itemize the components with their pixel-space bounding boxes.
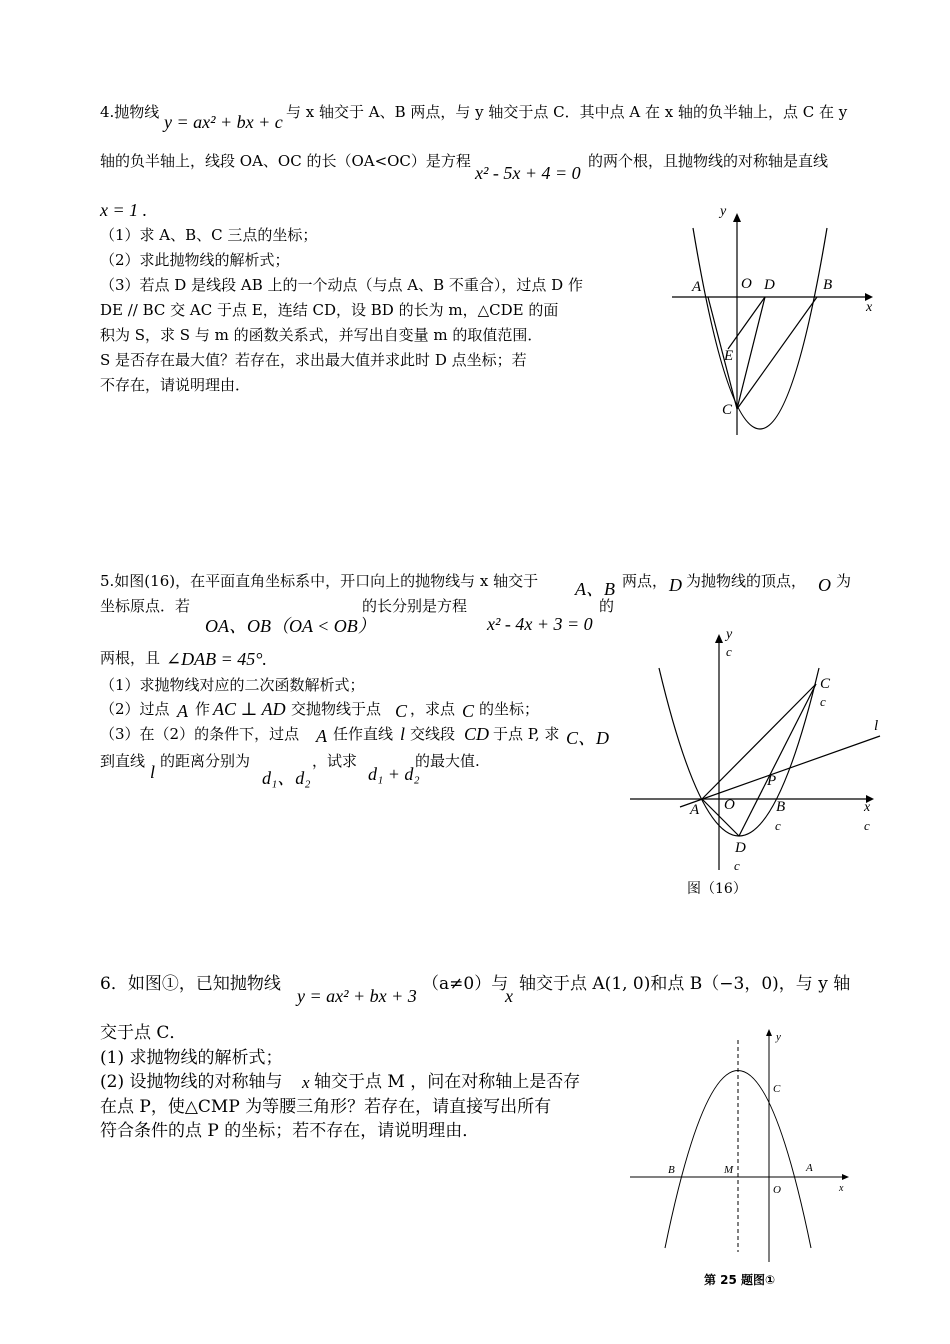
p5-line2a: 坐标原点．若 xyxy=(100,597,191,615)
p5-label-o: O xyxy=(724,797,735,813)
p5-line1d: 为 xyxy=(836,572,852,590)
p4-label-d: D xyxy=(764,277,775,293)
p5-line2c: 的 xyxy=(599,597,615,615)
p5-line1a: 5.如图(16)，在平面直角坐标系中，开口向上的抛物线与 x 轴交于 xyxy=(100,572,539,590)
p5-line3a: 两根，且 xyxy=(100,649,161,667)
p5-point-o: O xyxy=(818,575,831,595)
p5-q3c: 交线段 xyxy=(410,725,456,743)
p5-equation-roots: x² - 4x + 3 = 0 xyxy=(487,614,593,634)
p5-line-l xyxy=(680,736,880,807)
p6-q2-x: x xyxy=(302,1073,310,1092)
p6-q2b: 轴交于点 M ，问在对称轴上是否存 xyxy=(314,1072,581,1092)
p6-x-arrow xyxy=(842,1174,849,1180)
p4-stem-line2b: 的两个根，且抛物线的对称轴是直线 xyxy=(588,152,829,170)
p5-label-c: C xyxy=(820,676,831,692)
p5-y-arrow xyxy=(715,634,723,643)
p5-label-c-sub: c xyxy=(820,694,826,709)
p6-line1a: 6．如图①，已知抛物线 xyxy=(100,974,281,994)
p4-label-e: E xyxy=(724,348,734,364)
p4-question-1: （1）求 A、B、C 三点的坐标； xyxy=(100,226,318,244)
p5-q2a: （2）过点 xyxy=(100,700,170,718)
p4-segment-cd xyxy=(737,297,765,409)
p6-q2a: (2) 设抛物线的对称轴与 xyxy=(100,1072,283,1092)
p5-label-x-sub: c xyxy=(864,818,870,833)
p6-question-2-line3: 符合条件的点 P 的坐标；若不存在，请说明理由． xyxy=(100,1121,480,1141)
p5-q2d: ，求点 xyxy=(410,700,456,718)
p4-label-c: C xyxy=(722,402,733,418)
p5-label-l: l xyxy=(874,718,879,734)
p5-q2b: 作 xyxy=(195,700,211,718)
p5-q2e: 的坐标； xyxy=(479,700,540,718)
p4-label-b: B xyxy=(823,277,833,293)
p6-label-x: x xyxy=(839,1183,844,1194)
p5-points-ab: A、B xyxy=(575,579,615,599)
p5-label-b: B xyxy=(776,799,786,815)
p5-q4-distances: d₁、d₂ xyxy=(262,768,311,788)
p5-q4a: 到直线 xyxy=(100,752,146,770)
p6-label-o: O xyxy=(773,1184,781,1196)
p6-label-m: M xyxy=(724,1164,734,1176)
p4-equation-parabola: y = ax² + bx + c xyxy=(164,112,283,132)
p5-label-a: A xyxy=(690,802,700,818)
p5-q3-points-cd: C、D xyxy=(566,728,610,748)
p6-question-2-line2: 在点 P，使△CMP 为等腰三角形？若存在，请直接写出所有 xyxy=(100,1097,552,1117)
p4-equation-roots: x² - 5x + 4 = 0 xyxy=(475,163,581,183)
p6-figure xyxy=(625,1020,855,1270)
p5-line2b: 的长分别是方程 xyxy=(362,597,468,615)
p5-q4-sum: d₁ + d₂ xyxy=(368,764,420,784)
p5-angle-condition: ∠DAB = 45°. xyxy=(166,649,267,669)
p6-line1-x: x xyxy=(505,986,513,1006)
p4-segment-de xyxy=(728,297,765,349)
p5-label-d-sub: c xyxy=(734,858,740,873)
p5-line1b: 两点， xyxy=(622,572,668,590)
p4-figure xyxy=(660,195,890,445)
p6-figure-caption: 第 25 题图① xyxy=(704,1273,776,1287)
p4-question-2: （2）求此抛物线的解析式； xyxy=(100,251,290,269)
p6-label-y: y xyxy=(776,1031,781,1043)
p4-label-o: O xyxy=(741,276,752,292)
p6-line2: 交于点 C． xyxy=(100,1023,187,1043)
p5-q3-line-l: l xyxy=(400,724,406,744)
p5-label-y-sub: c xyxy=(726,644,732,659)
p6-y-arrow xyxy=(766,1029,772,1036)
p5-label-d: D xyxy=(735,840,746,856)
p5-q2-point-c1: C xyxy=(395,701,408,721)
p6-line1b: （a≠0）与 xyxy=(422,974,509,994)
p4-question-3-line1: （3）若点 D 是线段 AB 上的一个动点（与点 A、B 不重合），过点 D 作 xyxy=(100,276,583,294)
p5-label-y: y xyxy=(726,627,733,642)
p4-question-3-line2: DE // BC 交 AC 于点 E，连结 CD，设 BD 的长为 m，△CDE 的面 xyxy=(100,301,559,319)
p5-figure-caption: 图（16） xyxy=(687,881,747,897)
p4-question-3-line3: 积为 S，求 S 与 m 的函数关系式，并写出自变量 m 的取值范围． xyxy=(100,326,543,344)
p5-q4c: ，试求 xyxy=(312,752,358,770)
p6-label-a: A xyxy=(806,1162,813,1174)
p5-q2-perpendicular: AC ⊥ AD xyxy=(213,699,286,719)
p6-label-b: B xyxy=(668,1164,675,1176)
p5-q3-segment-cd: CD xyxy=(464,724,490,744)
p4-stem-part2: 与 x 轴交于 A、B 两点，与 y 轴交于点 C．其中点 A 在 x 轴的负半轴上，点 C 在 y xyxy=(286,103,848,121)
p5-point-d: D xyxy=(669,575,682,595)
p4-label-y: y xyxy=(720,204,727,219)
p5-label-b-sub: c xyxy=(775,818,781,833)
p5-q3-point-a: A xyxy=(316,726,327,746)
p5-q2-point-a: A xyxy=(177,701,188,721)
p4-label-x: x xyxy=(866,300,873,315)
p4-axis-equation: x = 1 . xyxy=(100,200,148,220)
p5-label-p: P xyxy=(767,773,777,789)
p4-stem-line2a: 轴的负半轴上，线段 OA、OC 的长（OA<OC）是方程 xyxy=(100,152,471,170)
p4-label-a: A xyxy=(692,279,702,295)
p4-segment-bc xyxy=(737,297,817,409)
p5-q2-point-c2: C xyxy=(462,701,475,721)
p4-y-arrow xyxy=(733,213,741,222)
p6-label-c: C xyxy=(773,1083,781,1095)
p6-equation: y = ax² + bx + 3 xyxy=(297,986,417,1006)
p5-equation-lengths: OA、OB（OA < OB） xyxy=(205,616,376,636)
p4-question-3-line4: S 是否存在最大值？若存在，求出最大值并求此时 D 点坐标；若 xyxy=(100,351,527,369)
p4-stem-part1: 4.抛物线 xyxy=(100,103,160,121)
p6-question-1: (1) 求抛物线的解析式； xyxy=(100,1048,283,1068)
p5-q4d: 的最大值. xyxy=(415,752,480,770)
p5-figure xyxy=(620,620,890,910)
p5-q4b: 的距离分别为 xyxy=(160,752,251,770)
p5-q3a: （3）在（2）的条件下，过点 xyxy=(100,725,300,743)
p5-parabola xyxy=(659,668,819,836)
p5-question-1: （1）求抛物线对应的二次函数解析式； xyxy=(100,676,365,694)
p4-question-3-line5: 不存在，请说明理由． xyxy=(100,376,251,394)
p5-q3d: 于点 P, 求 xyxy=(493,725,560,743)
p4-parabola xyxy=(693,228,827,429)
p5-label-x: x xyxy=(864,800,871,815)
p5-q4-line-l: l xyxy=(150,762,156,782)
p5-q3b: 任作直线 xyxy=(333,725,394,743)
p5-q2c: 交抛物线于点 xyxy=(291,700,382,718)
p5-line1c: 为抛物线的顶点， xyxy=(686,572,807,590)
p6-line1c: 轴交于点 A(1, 0)和点 B（−3，0)，与 y 轴 xyxy=(519,974,851,994)
